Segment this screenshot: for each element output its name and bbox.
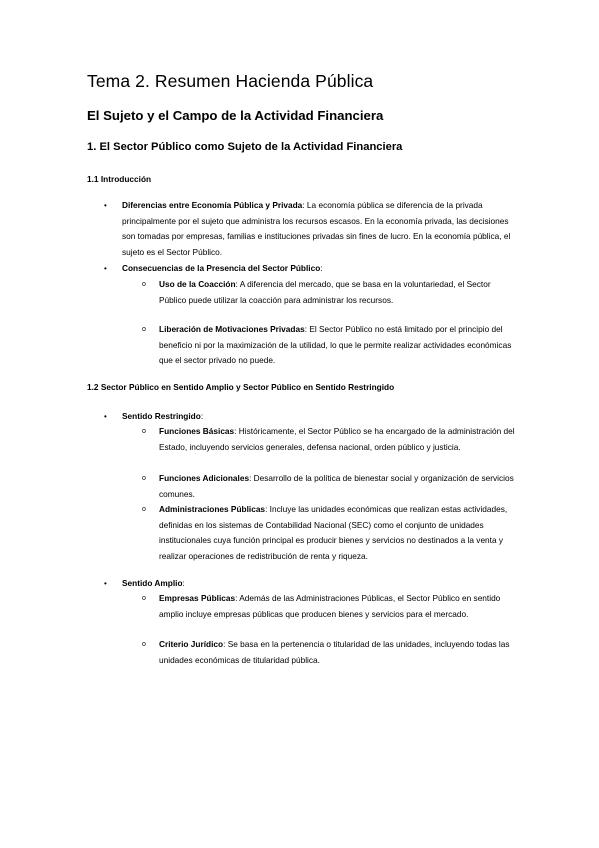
sublist-item-text: : El Sector Público no está limitado por el principio del beneficio ni por la maximización de la utilidad, lo que le permite realizar actividades económicas que el sector privado no puede. bbox=[159, 324, 512, 366]
list-item-text: : bbox=[200, 411, 204, 421]
sublist-item-funciones-basicas bbox=[159, 424, 519, 455]
list-item-text: : bbox=[182, 578, 185, 588]
sublist-item-text: : Además de las Administraciones Públicas, el Sector Público en sentido amplio incluye empresas públicas que producen bienes y servicios para el mercado. bbox=[159, 593, 501, 619]
sublist-item-term: Funciones Básicas bbox=[159, 426, 235, 436]
bullet-marker: • bbox=[104, 201, 107, 210]
sublist-item-term: Funciones Adicionales bbox=[159, 473, 250, 483]
list-item-term: Sentido Amplio bbox=[122, 578, 183, 588]
document-title: Tema 2. Resumen Hacienda Pública bbox=[87, 71, 374, 91]
sublist-item-criterio bbox=[159, 637, 519, 668]
sublist-item-text: : Se basa en la pertenencia o titularidad de las unidades, incluyendo todas las unidades económicas de titularidad pública. bbox=[159, 639, 510, 665]
bullet-marker: • bbox=[104, 264, 107, 273]
sublist-item-term: Empresas Públicas bbox=[159, 593, 236, 603]
sublist-item-empresas bbox=[159, 591, 519, 622]
list-item-text: : La economía pública se diferencia de la privada principalmente por el sujeto que administra los recursos escasos. En la economía privada, las decisiones son tomadas por empresas, familias e instituciones privadas sin fines de lucro. En la economía pública, el sujeto es el Sector Público. bbox=[122, 200, 511, 258]
sublist-item-term: Administraciones Públicas bbox=[159, 504, 266, 514]
sublist-item-coaccion bbox=[159, 277, 519, 308]
list-item-term: Diferencias entre Economía Pública y Privada bbox=[122, 200, 303, 210]
sublist-item-term: Criterio Jurídico bbox=[159, 639, 224, 649]
sublist-item-text: : A diferencia del mercado, que se basa en la voluntariedad, el Sector Público puede utilizar la coacción para administrar los recursos. bbox=[159, 279, 491, 305]
chapter-heading: El Sujeto y el Campo de la Actividad Financiera bbox=[87, 108, 384, 123]
bullet-marker: • bbox=[104, 412, 107, 421]
subbullet-marker: o bbox=[142, 428, 146, 435]
list-item-term: Consecuencias de la Presencia del Sector Público bbox=[122, 263, 321, 273]
sublist-item-funciones-adicionales bbox=[159, 471, 519, 502]
sublist-item-liberacion bbox=[159, 322, 519, 369]
section-heading: 1. El Sector Público como Sujeto de la Actividad Financiera bbox=[87, 141, 403, 153]
list-item-amplio bbox=[122, 576, 522, 592]
subbullet-marker: o bbox=[142, 595, 146, 602]
list-item-text: : bbox=[320, 263, 323, 273]
sublist-item-term: Liberación de Motivaciones Privadas bbox=[159, 324, 305, 334]
list-item-term: Sentido Restringido bbox=[122, 411, 201, 421]
list-item-consecuencias bbox=[122, 261, 522, 277]
sublist-item-term: Uso de la Coacción bbox=[159, 279, 236, 289]
subbullet-marker: o bbox=[142, 326, 146, 333]
sublist-item-text: : Incluye las unidades económicas que realizan estas actividades, definidas en los sistemas de Contabilidad Nacional (SEC) como el conjunto de unidades institucionales cuya función principal es producir bienes y servicios no destinados a la venta y realizar operaciones de redistribución de renta y riqueza. bbox=[159, 504, 508, 562]
subbullet-marker: o bbox=[142, 506, 146, 513]
sublist-item-administraciones bbox=[159, 502, 519, 565]
subsection-heading-sentido: 1.2 Sector Público en Sentido Amplio y Sector Público en Sentido Restringido bbox=[87, 382, 395, 392]
subbullet-marker: o bbox=[142, 641, 146, 648]
subbullet-marker: o bbox=[142, 281, 146, 288]
subbullet-marker: o bbox=[142, 475, 146, 482]
bullet-marker: • bbox=[104, 579, 107, 588]
sublist-item-text: : Históricamente, el Sector Público se ha encargado de la administración del Estado, incluyendo servicios generales, defensa nacional, orden público y justicia. bbox=[159, 426, 515, 452]
list-item-diferencias bbox=[122, 198, 522, 261]
sublist-item-text: : Desarrollo de la política de bienestar social y organización de servicios comunes. bbox=[159, 473, 514, 499]
list-item-restringido bbox=[122, 409, 522, 425]
subsection-heading-introduccion: 1.1 Introducción bbox=[87, 174, 152, 184]
